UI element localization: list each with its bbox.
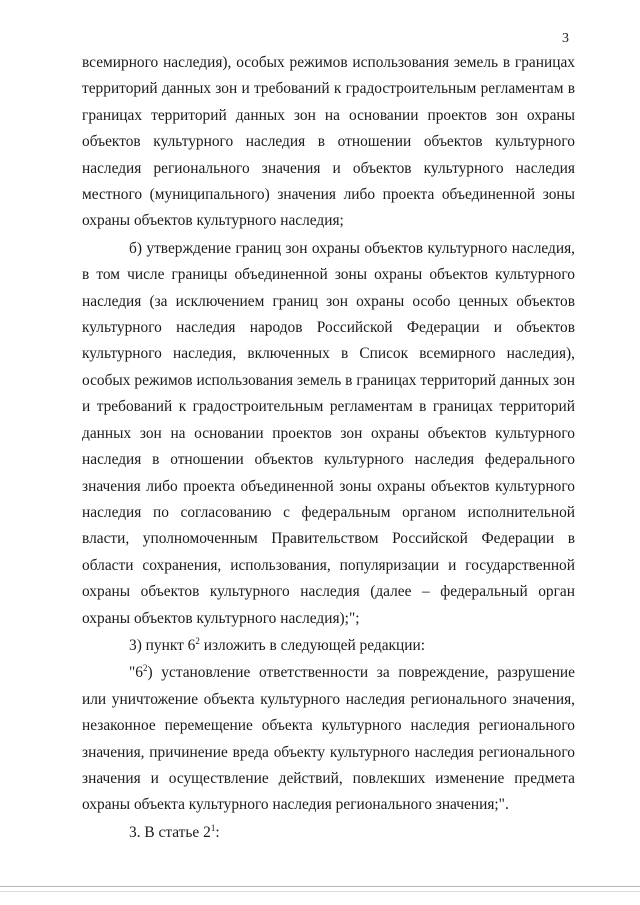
- article-text-start: 3. В статье 2: [129, 823, 211, 841]
- quote-text-start: "6: [129, 664, 143, 682]
- item3-text-end: изложить в следующей редакции:: [199, 636, 426, 654]
- scan-artifact-line: [0, 891, 640, 892]
- item3-text-start: 3) пункт 6: [129, 636, 196, 654]
- paragraph-item-b: б) утверждение границ зон охраны объектов культурного наследия, в том числе границы объединенной зоны охраны объектов культурного наследия (за исключением границ зон охраны особо ценных объектов культурного наследия народов Российской Федерации и объектов культурного наследия, включенных в Список всемирного наследия), особых режимов использования земель в границах территорий данных зон и требований к градостроительным регламентам в границах территорий данных зон на основании проектов зон охраны объектов культурного наследия в отношении объектов культурного наследия федерального значения либо проекта объединенной зоны охраны объектов культурного наследия по согласованию с федеральным органом исполнительной власти, уполномоченным Правительством Российской Федерации в области сохранения, использования, популяризации и государственной охраны объектов культурного наследия (далее – федеральный орган охраны объектов культурного наследия);";: [82, 239, 575, 627]
- quote-superscript: 2: [142, 663, 148, 674]
- page-number: 3: [562, 31, 569, 46]
- paragraph-continuation: всемирного наследия), особых режимов использования земель в границах территорий данных зон и требований к градостроительным регламентам в границах территорий данных зон на основании проектов зон охраны объектов культурного наследия в отношении объектов культурного наследия регионального значения и объектов культурного наследия местного (муниципального) значения либо проекта объединенной зоны охраны объектов культурного наследия;: [82, 54, 575, 230]
- document-body: [82, 50, 575, 846]
- item3-superscript: 2: [195, 635, 200, 646]
- article-superscript: 1: [210, 822, 216, 833]
- paragraph-quote-6-2: [82, 660, 575, 818]
- paragraph-item-3: [82, 633, 575, 659]
- article-text-end: :: [215, 823, 220, 841]
- quote-text-end: ) установление ответственности за повреждение, разрушение или уничтожение объекта культурного наследия регионального значения, незаконное перемещение объекта культурного наследия регионального значения, причинение вреда объекту культурного наследия регионального значения и осуществление действий, повлекших изменение предмета охраны объекта культурного наследия регионального значения;".: [82, 664, 575, 814]
- paragraph-article-2-1: [82, 820, 575, 846]
- scan-artifact-line: [0, 886, 640, 887]
